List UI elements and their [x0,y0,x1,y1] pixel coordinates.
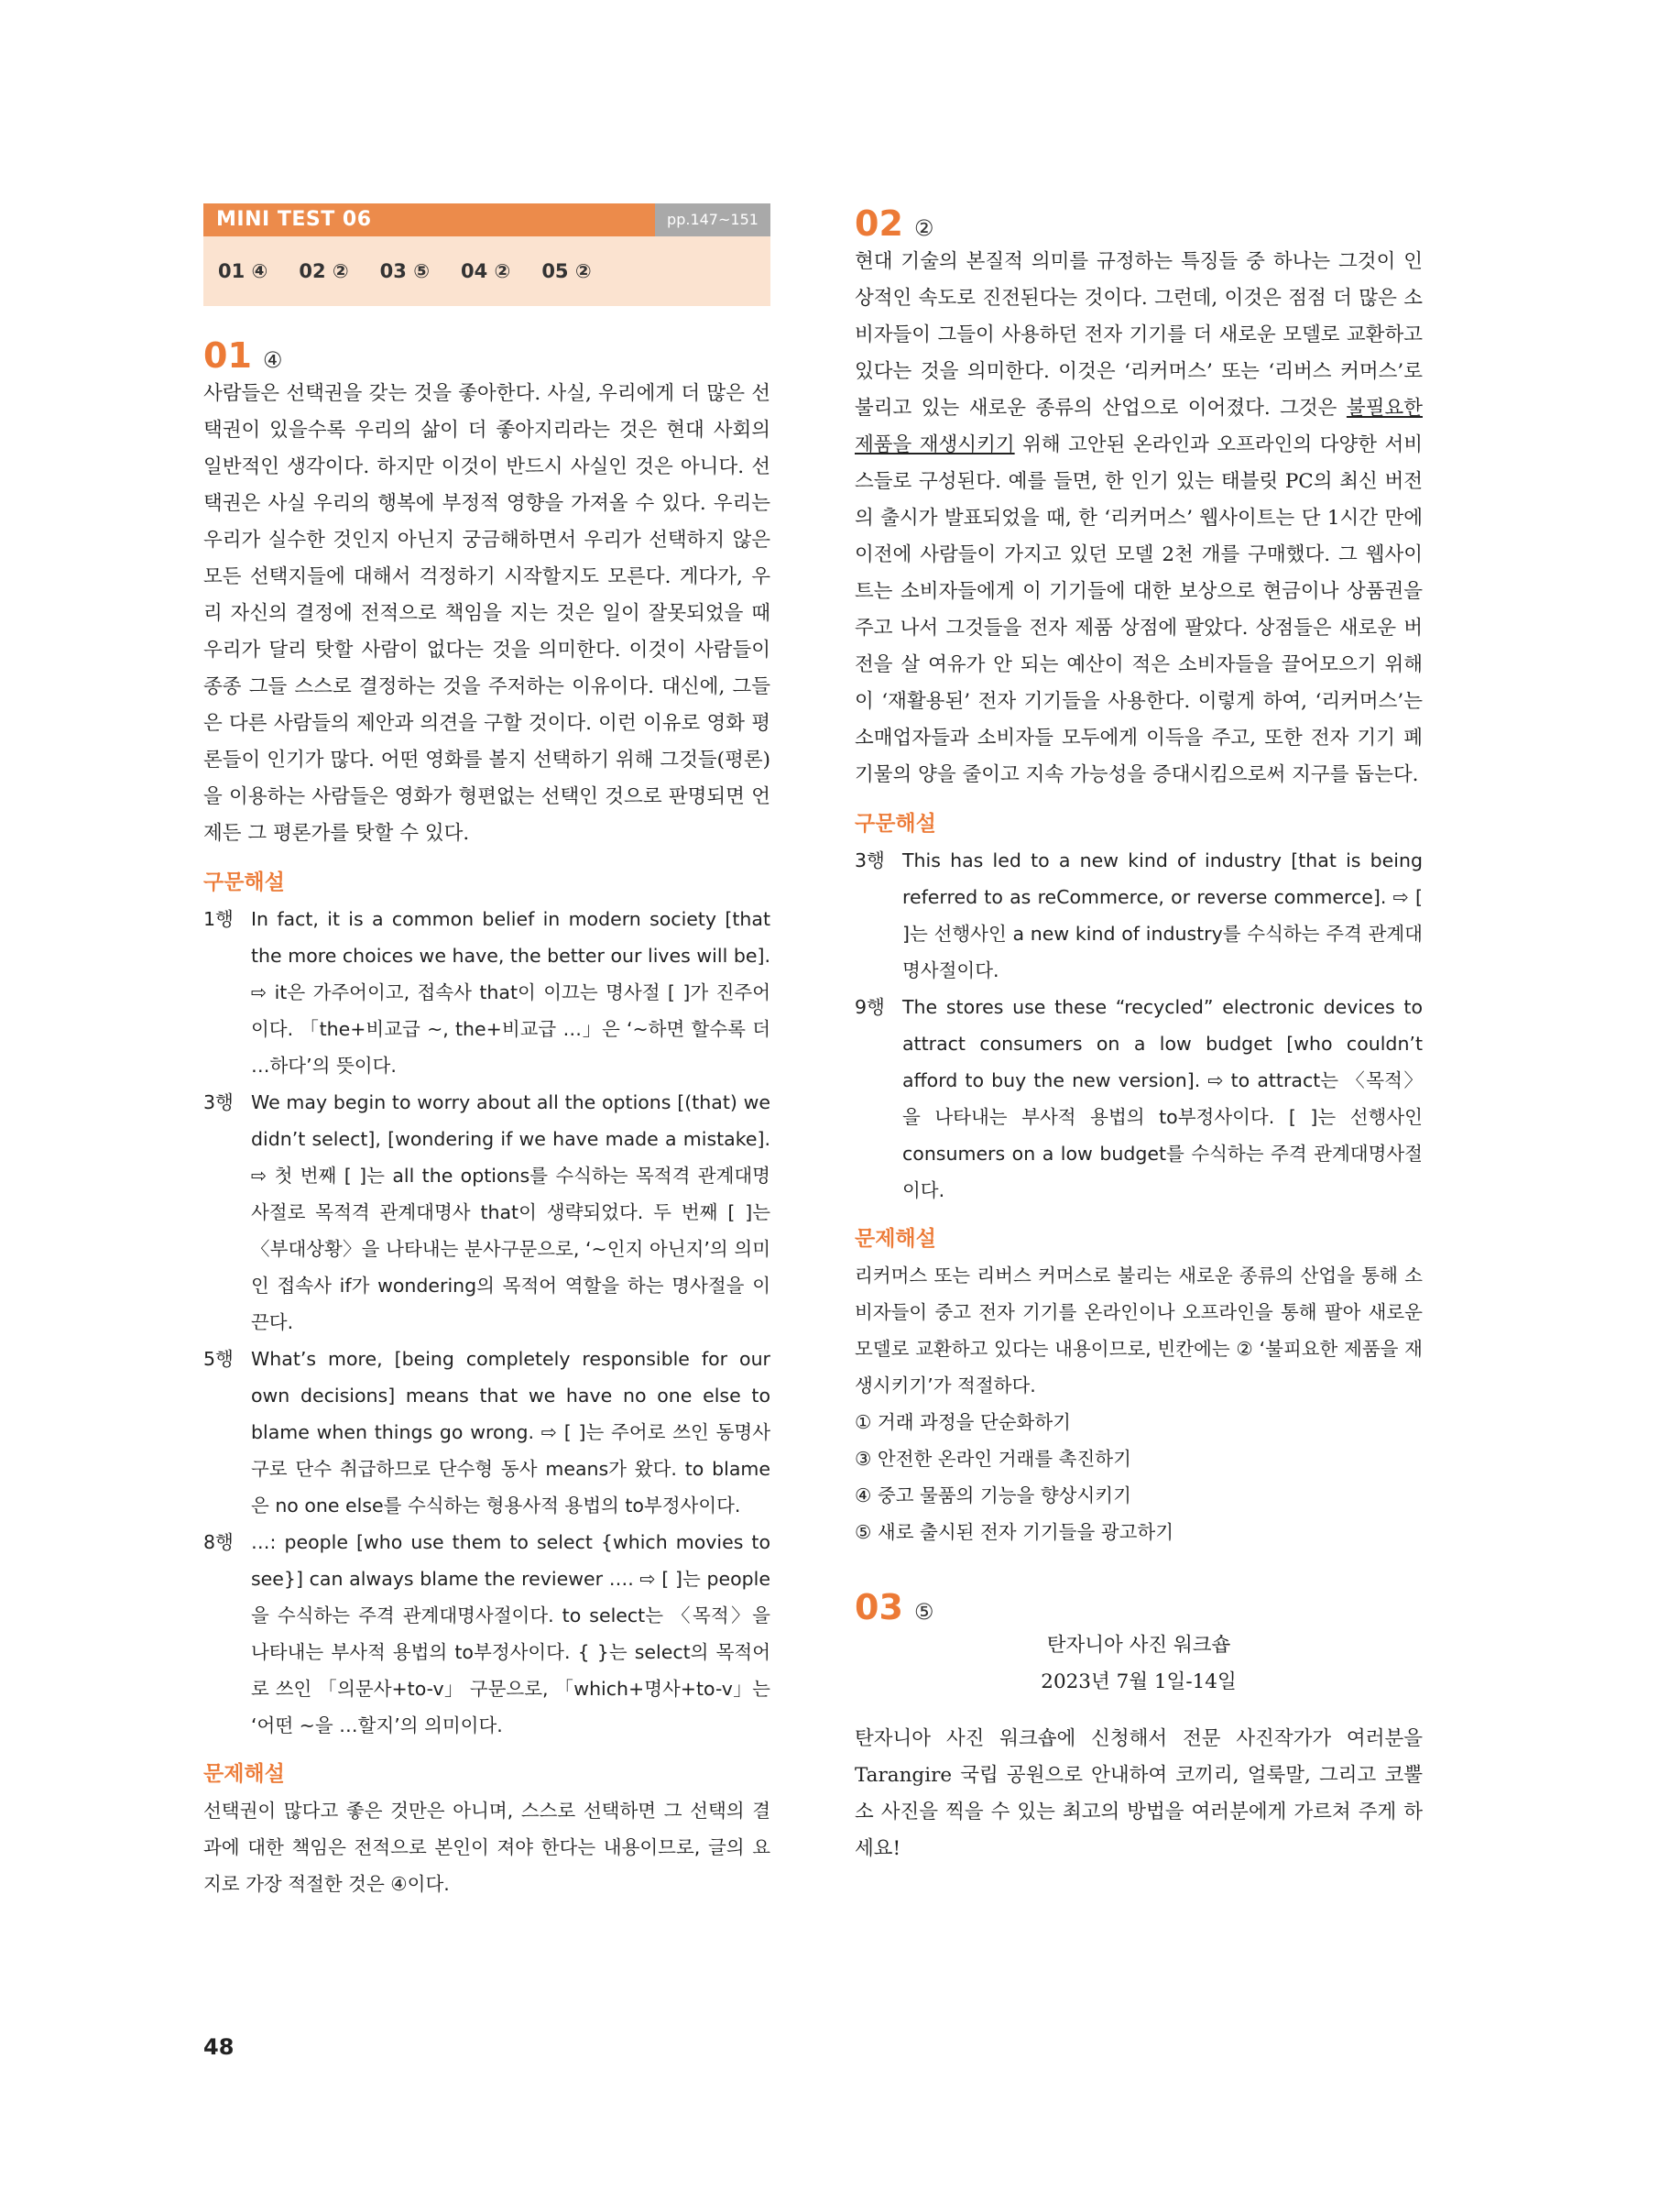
grammar-line: 3행 [855,849,885,871]
question-answer: ② [913,215,934,241]
grammar-line: 9행 [855,996,885,1018]
grammar-line: 1행 [203,908,234,930]
q01-translation: 사람들은 선택권을 갖는 것을 좋아한다. 사실, 우리에게 더 많은 선택권이 있을수록 우리의 삶이 더 좋아지리라는 것은 현대 사회의 일반적인 생각이다. 하지만 이것이 반드시 사실인 것은 아니다. 선택권은 사실 우리의 행복에 부정적 영향을 가져올 수 있다. 우리는 우리가 실수한 것인지 아닌지 궁금해하면서 우리가 선택하지 않은 모든 선택지들에 대해서 걱정하기 시작할지도 모른다. 게다가, 우리 자신의 결정에 전적으로 책임을 지는 것은 일이 잘못되었을 때 우리가 달리 탓할 사람이 없다는 것을 의미한다. 이것이 사람들이 종종 그들 스스로 결정하는 것을 주저하는 이유이다. 대신에, 그들은 다른 사람들의 제안과 의견을 구할 것이다. 이런 이유로 영화 평론들이 인기가 많다. 어떤 영화를 볼지 선택하기 위해 그것들(평론)을 이용하는 사람들은 영화가 형편없는 선택인 것으로 판명되면 언제든 그 평론가를 탓할 수 있다. [203,382,770,845]
question-01-header [203,335,770,376]
grammar-line: 8행 [203,1531,234,1553]
question-number: 02 [855,203,903,244]
grammar-item [203,901,770,1084]
q01-answer-title: 문제해설 [203,1762,285,1786]
grammar-text: What’s more, [being completely responsible for our own decisions] means that we have no one else to blame when things go wrong. ⇨ [ ]는 주어로 쓰인 동명사구로 단수 취급하므로 단수형 동사 means가 왔다. to blame은 no one else를 수식하는 형용사적 용법의 to부정사이다. [251,1348,770,1517]
q03-title: 탄자니아 사진 워크숍 [1046,1634,1231,1657]
q03-text: 탄자니아 사진 워크숍에 신청해서 전문 사진작가가 여러분을 Tarangire 국립 공원으로 안내하여 코끼리, 얼룩말, 그리고 코뿔소 사진을 찍을 수 있는 최고의 방법을 여러분에게 가르쳐 주게 하세요! [855,1727,1423,1860]
right-column [855,203,1423,1867]
question-answer: ⑤ [913,1599,934,1625]
translation-text: 위해 고안된 온라인과 오프라인의 다양한 서비스들로 구성된다. 예를 들면, 한 인기 있는 태블릿 PC의 최신 버전의 출시가 발표되었을 때, 한 ‘리커머스’ 웹사이트는 단 1시간 만에 이전에 사람들이 가지고 있던 모델 2천 개를 구매했다. 그 웹사이트는 소비자들에게 이 기기들에 대한 보상으로 현금이나 상품권을 주고 나서 그것들을 전자 제품 상점에 팔았다. 상점들은 새로운 버전을 살 여유가 안 되는 예산이 적은 소비자들을 끌어모으기 위해 이 ‘재활용된’ 전자 기기들을 사용한다. 이렇게 하여, ‘리커머스’는 소매업자들과 소비자들 모두에게 이득을 주고, 또한 전자 기기 폐기물의 양을 줄이고 지속 가능성을 증대시킴으로써 지구를 돕는다. [855,433,1423,786]
option-item: ④ 중고 물품의 기능을 향상시키기 [855,1484,1131,1506]
q01-grammar-title: 구문해설 [203,871,285,894]
answer-item: 04 ② [460,260,511,282]
grammar-text: In fact, it is a common belief in modern society [that the more choices we have, the better our lives will be]. ⇨ it은 가주어이고, 접속사 that이 이끄는 명사절 [ ]가 진주어이다. 「the+비교급 ~, the+비교급 …」은 ‘~하면 할수록 더 …하다’의 뜻이다. [251,908,770,1077]
left-column [203,203,770,1902]
question-number: 01 [203,335,252,376]
mini-test-box [203,203,770,306]
page-number: 48 [203,2034,235,2060]
translation-underlined: 불필요한 제품을 재생시키기 [855,397,1423,456]
option-item: ③ 안전한 온라인 거래를 촉진하기 [855,1448,1131,1470]
answer-item: 02 ② [299,260,349,282]
grammar-item [203,1524,770,1744]
grammar-line: 5행 [203,1348,234,1370]
grammar-text: We may begin to worry about all the options [(that) we didn’t select], [wondering if we have made a mistake]. ⇨ 첫 번째 [ ]는 all the options를 수식하는 목적격 관계대명사절로 목적격 관계대명사 that이 생략되었다. 두 번째 [ ]는 〈부대상황〉을 나타내는 분사구문으로, ‘~인지 아닌지’의 의미인 접속사 if가 wondering의 목적어 역할을 하는 명사절을 이끈다. [251,1091,770,1333]
translation-text: 현대 기술의 본질적 의미를 규정하는 특징들 중 하나는 그것이 인상적인 속도로 진전된다는 것이다. 그런데, 이것은 점점 더 많은 소비자들이 그들이 사용하던 전자 기기를 더 새로운 모델로 교환하고 있다는 것을 의미한다. 이것은 ‘리커머스’ 또는 ‘리버스 커머스’로 불리고 있는 새로운 종류의 산업으로 이어졌다. 그것은 [855,250,1423,420]
answer-item: 03 ⑤ [379,260,430,282]
grammar-text: The stores use these “recycled” electronic devices to attract consumers on a low budget [who couldn’t afford to buy the new version]. ⇨ to attract는 〈목적〉을 나타내는 부사적 용법의 to부정사이다. [ ]는 선행사인 consumers on a low budget를 수식하는 주격 관계대명사절이다. [902,996,1423,1201]
question-03-header [855,1587,1423,1627]
grammar-item [855,842,1423,989]
question-02-header [855,203,1423,244]
q02-grammar-title: 구문해설 [855,812,936,836]
q02-grammar-list [855,842,1423,1209]
grammar-item [203,1084,770,1341]
grammar-item [203,1341,770,1524]
mini-test-answers [203,236,770,306]
mini-test-header [203,203,770,236]
q01-grammar-list [203,901,770,1744]
q03-dates: 2023년 7월 1일-14일 [1041,1670,1237,1693]
option-item: ① 거래 과정을 단순화하기 [855,1411,1071,1433]
grammar-line: 3행 [203,1091,234,1113]
question-number: 03 [855,1587,903,1627]
grammar-item [855,989,1423,1209]
mini-test-pages: pp.147~151 [655,203,770,236]
answer-item: 05 ② [541,260,592,282]
answer-item: 01 ④ [218,260,268,282]
grammar-text: …: people [who use them to select {which movies to see}] can always blame the reviewer …. ⇨ [ ]는 people을 수식하는 주격 관계대명사절이다. to select는 〈목적〉을 나타내는 부사적 용법의 to부정사이다. { }는 select의 목적어로 쓰인 「의문사+to-v」 구문으로, 「which+명사+to-v」는 ‘어떤 ~을 …할지’의 의미이다. [251,1531,770,1736]
question-answer: ④ [262,347,283,373]
mini-test-title: MINI TEST 06 [203,203,655,236]
grammar-text: This has led to a new kind of industry [that is being referred to as reCommerce, or reverse commerce]. ⇨ [ ]는 선행사인 a new kind of industry를 수식하는 주격 관계대명사절이다. [902,849,1423,981]
q02-answer-title: 문제해설 [855,1227,936,1251]
q01-answer-text: 선택권이 많다고 좋은 것만은 아니며, 스스로 선택하면 그 선택의 결과에 대한 책임은 전적으로 본인이 져야 한다는 내용이므로, 글의 요지로 가장 적절한 것은 ④이다. [203,1800,770,1895]
q02-translation [855,244,1423,794]
option-item: ⑤ 새로 출시된 전자 기기들을 광고하기 [855,1521,1174,1543]
q02-answer-text: 리커머스 또는 리버스 커머스로 불리는 새로운 종류의 산업을 통해 소비자들이 중고 전자 기기를 온라인이나 오프라인을 통해 팔아 새로운 모델로 교환하고 있다는 내용이므로, 빈칸에는 ② ‘불피요한 제품을 재생시키기’가 적절하다. [855,1265,1423,1396]
